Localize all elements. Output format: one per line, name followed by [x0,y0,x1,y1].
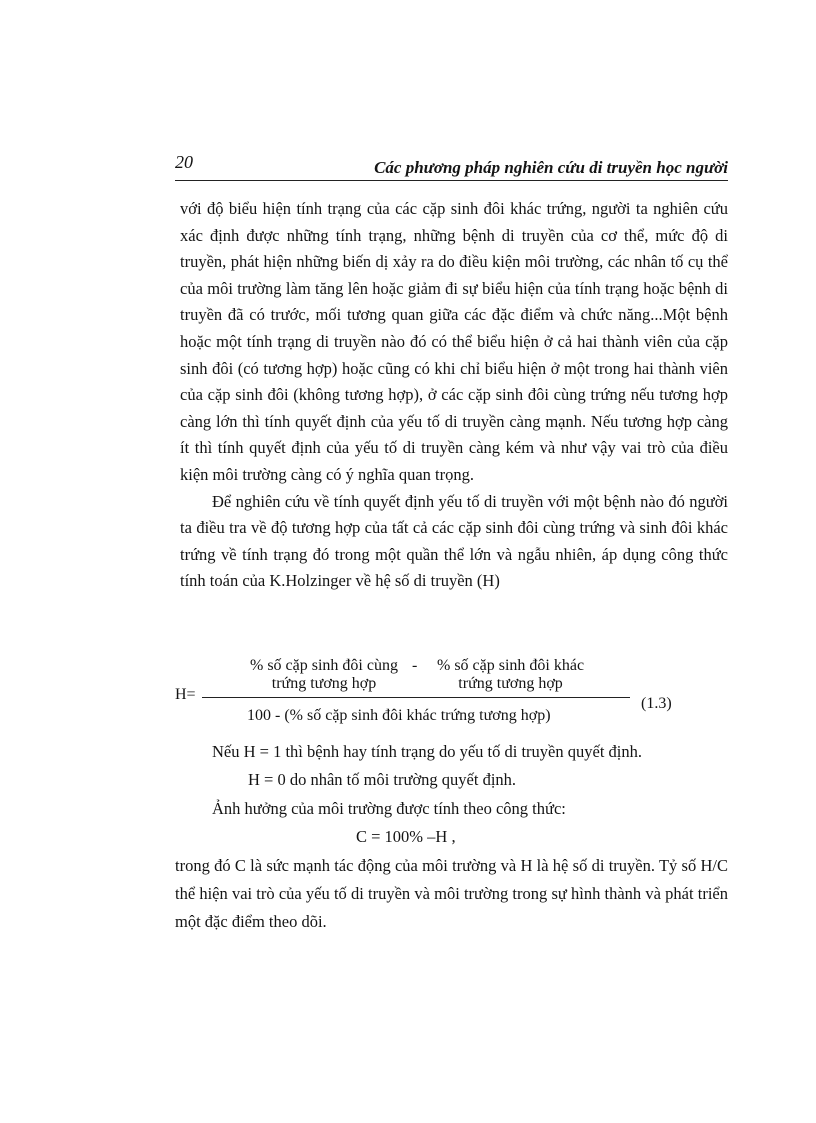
numerator-term-2-line-1: % số cặp sinh đôi khác [437,657,585,674]
equation-number: (1.3) [641,695,672,712]
paragraph-3: trong đó C là sức mạnh tác động của môi trường và H là hệ số di truyền. Tỷ số H/C thể hiện vai trò của yếu tố di truyền và môi trường trong sự hình thành và phát triển một đặc điểm theo dõi. [175,856,728,931]
page-number: 20 [175,152,193,172]
formula-lhs: H= [175,686,196,703]
denominator: 100 - (% số cặp sinh đôi khác trứng tương hợp) [247,707,551,724]
numerator-term-1-line-2: trứng tương hợp [271,675,377,692]
numerator-term-2-line-2: trứng tương hợp [458,675,563,692]
fraction-bar [202,697,630,698]
numerator-term-2 [437,657,584,693]
h-equals-0-line: H = 0 do nhân tố môi trường quyết định. [248,770,517,789]
header-rule [175,180,728,181]
minus-sign: - [412,657,418,674]
paragraph-2: Để nghiên cứu về tính quyết định yếu tố di truyền với một bệnh nào đó người ta điều tra về độ tương hợp của tất cả các cặp sinh đôi cùng trứng và sinh đôi khác trứng về tính trạng đó trong một quần thể lớn và ngẫu nhiên, áp dụng công thức tính toán của K.Holzinger về hệ số di truyền (H) [180,491,728,591]
running-title: Các phương pháp nghiên cứu di truyền học người [374,158,728,177]
numerator-term-1-line-1: % số cặp sinh đôi cùng [250,657,398,674]
c-formula: C = 100% –H , [356,827,456,846]
paragraph-1: với độ biểu hiện tính trạng của các cặp sinh đôi khác trứng, người ta nghiên cứu xác định được những tính trạng, những bệnh di truyền của cơ thể, mức độ di truyền, phát hiện những biến dị xảy ra do điều kiện môi trường, các nhân tố cụ thể của môi trường làm tăng lên hoặc giảm đi sự biểu hiện của tính trạng hoặc bệnh di truyền đã có trước, mối tương quan giữa các đặc điểm và chức năng...Một bệnh hoặc một tính trạng di truyền nào đó có thể biểu hiện ở cả hai thành viên của cặp sinh đôi (có tương hợp) hoặc cũng có khi chỉ biểu hiện ở một trong hai thành viên của cặp sinh đôi (không tương hợp), ở các cặp sinh đôi cùng trứng nếu tương hợp càng lớn thì tính quyết định của yếu tố di truyền càng mạnh. Nếu tương hợp càng ít thì tính quyết định của yếu tố di truyền càng kém và như vậy vai trò của điều kiện môi trường càng có ý nghĩa quan trọng. [180,199,728,484]
heritability-formula [175,655,735,743]
environment-influence-line: Ảnh hưởng của môi trường được tính theo công thức: [212,799,566,818]
numerator-term-1 [250,657,398,693]
if-h-equals-1-line: Nếu H = 1 thì bệnh hay tính trạng do yếu tố di truyền quyết định. [212,742,642,761]
body-text [180,196,728,595]
